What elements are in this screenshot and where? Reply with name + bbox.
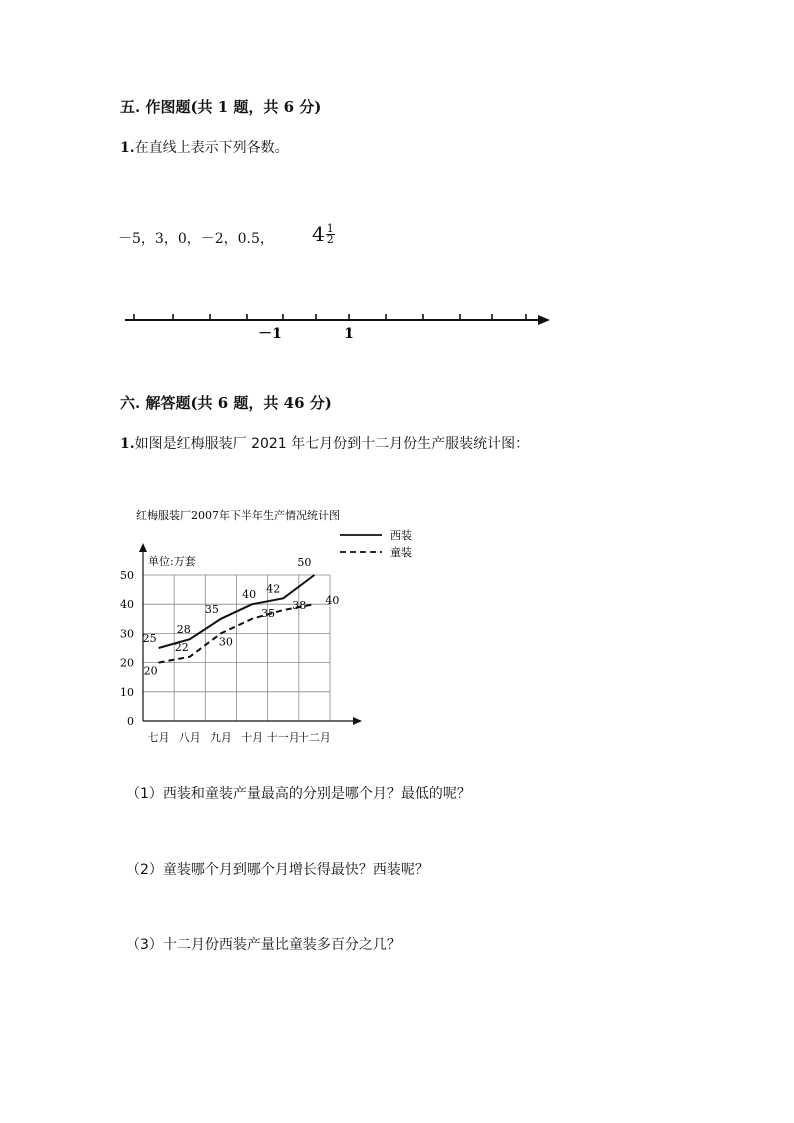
chart-y-ticks [120, 569, 134, 728]
section-6-title: 六. 解答题(共 6 题，共 46 分) [120, 394, 332, 412]
axis-label-1: 1 [344, 326, 354, 342]
number-list: －5，3，0，－2，0.5， [118, 231, 274, 247]
data-label: 40 [242, 588, 257, 602]
line-chart [110, 495, 430, 755]
fraction-denominator: 2 [326, 232, 334, 246]
chart-axes [139, 543, 362, 725]
y-tick-label: 10 [120, 685, 134, 699]
chart-x-ticks [148, 730, 331, 744]
chart-title: 红梅服装厂2007年下半年生产情况统计图 [136, 509, 340, 522]
chart-unit-label: 单位:万套 [148, 555, 196, 568]
mixed-whole: 4 [312, 222, 325, 246]
section-5-title: 五. 作图题(共 1 题，共 6 分) [120, 98, 322, 116]
y-tick-label: 20 [120, 656, 134, 670]
legend-label: 西装 [390, 529, 412, 542]
question-5-1 [120, 137, 289, 157]
sub-question-3: （3）十二月份西装产量比童装多百分之几？ [126, 937, 401, 953]
data-label: 28 [176, 623, 191, 637]
x-tick-label: 七月 [147, 731, 170, 744]
x-tick-label: 十二月 [297, 731, 331, 744]
question-number: 1. [120, 140, 135, 156]
data-label: 40 [325, 594, 340, 608]
x-tick-label: 九月 [209, 731, 232, 744]
number-line-arrow [538, 315, 550, 325]
number-line [120, 305, 560, 350]
sub-question-1: （1）西装和童装产量最高的分别是哪个月？最低的呢？ [126, 786, 471, 802]
y-axis-arrow [139, 543, 147, 552]
x-tick-label: 八月 [178, 731, 201, 744]
data-label: 25 [142, 632, 157, 645]
x-tick-label: 十月 [241, 731, 264, 744]
data-label: 35 [204, 602, 219, 616]
data-label: 38 [292, 599, 307, 613]
y-tick-label: 30 [120, 627, 134, 641]
data-label: 50 [297, 556, 312, 569]
fraction [326, 221, 335, 246]
mixed-number [312, 222, 335, 246]
sub-question-2: （2）童装哪个月到哪个月增长得最快？西装呢？ [126, 862, 429, 878]
data-label: 22 [174, 640, 189, 654]
x-axis-arrow [353, 717, 362, 725]
data-label: 30 [218, 635, 233, 649]
data-label: 20 [143, 664, 158, 678]
fraction-numerator: 1 [326, 221, 334, 235]
data-label: 35 [261, 606, 276, 620]
x-tick-label: 十一月 [266, 731, 300, 744]
y-tick-label: 40 [120, 598, 134, 612]
legend-label: 童装 [390, 546, 412, 559]
y-tick-label: 50 [120, 569, 134, 582]
question-text: 在直线上表示下列各数。 [134, 140, 289, 156]
question-text: 如图是红梅服装厂 2021 年七月份到十二月份生产服装统计图： [134, 436, 530, 452]
chart-legend [340, 528, 412, 559]
question-number: 1. [120, 436, 135, 452]
chart-grid [143, 575, 330, 721]
question-6-1 [120, 433, 529, 453]
y-tick-label: 0 [127, 715, 134, 728]
data-label: 42 [266, 582, 281, 596]
axis-label-neg1: －1 [258, 326, 282, 342]
